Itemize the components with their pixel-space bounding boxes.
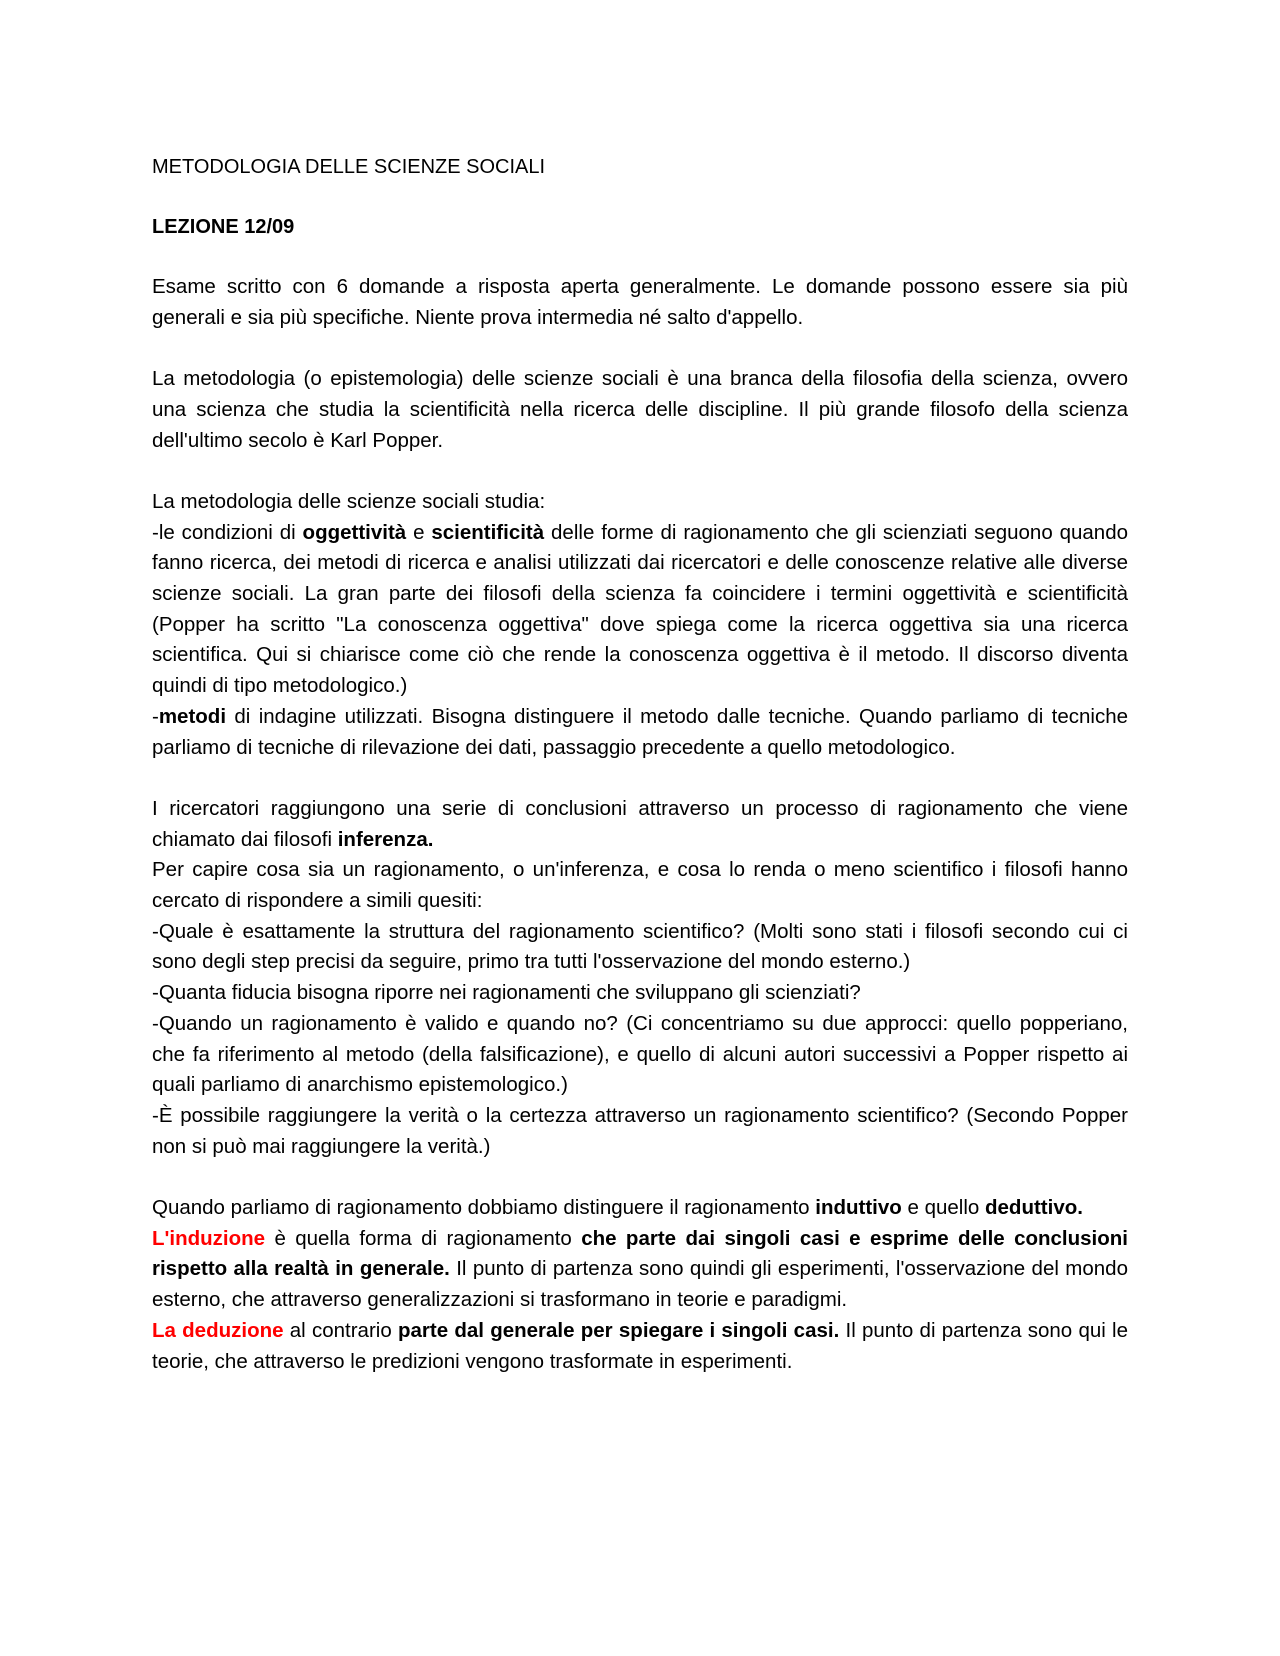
bold-term: induttivo xyxy=(815,1196,902,1220)
document-title: METODOLOGIA DELLE SCIENZE SOCIALI xyxy=(152,156,546,178)
bold-term: deduttivo. xyxy=(985,1196,1083,1220)
paragraph-methodology: La metodologia (o epistemologia) delle scienze sociali è una branca della filosofia della scienza, ovvero una scienza che studia la scientificità nella ricerca delle discipline. Il più grande filosofo della scienza dell'ultimo secolo è Karl Popper. xyxy=(152,367,1128,452)
paragraph-methods xyxy=(152,702,1128,763)
bold-term: inferenza. xyxy=(337,827,434,851)
text-run: Quando parliamo di ragionamento dobbiamo distinguere il ragionamento xyxy=(152,1196,816,1220)
lesson-heading: LEZIONE 12/09 xyxy=(152,216,295,238)
paragraph-studies-intro: La metodologia delle scienze sociali studia: xyxy=(152,489,546,513)
text-run: Il punto di partenza sono quindi gli esperimenti, l'osservazione del mondo esterno, che attraverso generalizzazioni si trasformano in teorie e paradigmi. xyxy=(152,1257,1128,1312)
bold-term: che parte dai singoli casi e esprime delle conclusioni rispetto alla realtà in generale. xyxy=(152,1226,1128,1281)
paragraph-gap xyxy=(152,763,1128,794)
paragraph-gap xyxy=(152,456,1128,487)
text-run: delle forme di ragionamento che gli scienziati seguono quando fanno ricerca, dei metodi di ricerca e analisi utilizzati dai ricercatori e delle conoscenze relative alle diverse scienze sociali. La gran parte dei filosofi della scienza fa coincidere i termini oggettività e scientificità (Popper ha scritto "La conoscenza oggettiva" dove spiega come la ricerca oggettiva sia una ricerca scientifica. Qui si chiarisce come ciò che rende la conoscenza oggettiva è il metodo. Il discorso diventa quindi di tipo metodologico.) xyxy=(152,520,1129,698)
text-run: di indagine utilizzati. Bisogna distinguere il metodo dalle tecniche. Quando parliamo di tecniche parliamo di tecniche di rilevazione dei dati, passaggio precedente a quello metodologico. xyxy=(152,704,1128,759)
paragraph-gap xyxy=(152,333,1128,364)
bold-term: oggettività xyxy=(302,520,407,544)
paragraph-objectivity xyxy=(152,518,1128,702)
question-item: -È possibile raggiungere la verità o la certezza attraverso un ragionamento scientifico? (Secondo Popper non si può mai raggiungere la verità.) xyxy=(152,1103,1128,1158)
text-run: al contrario xyxy=(283,1318,398,1342)
text-run: - xyxy=(152,704,159,728)
text-run: e quello xyxy=(901,1196,985,1220)
bold-term: scientificità xyxy=(431,520,545,544)
text-run: è quella forma di ragionamento xyxy=(265,1226,582,1250)
question-item: -Quanta fiducia bisogna riporre nei ragionamenti che sviluppano gli scienziati? xyxy=(152,981,861,1005)
paragraph-inference xyxy=(152,794,1128,855)
paragraph-gap xyxy=(152,1162,1128,1193)
paragraph-exam: Esame scritto con 6 domande a risposta aperta generalmente. Le domande possono essere sia più generali e sia più specifiche. Niente prova intermedia né salto d'appello. xyxy=(152,275,1128,329)
paragraph-reasoning-types xyxy=(152,1193,1128,1224)
text-run: e xyxy=(406,520,432,544)
paragraph-induction xyxy=(152,1224,1128,1316)
text-run: I ricercatori raggiungono una serie di conclusioni attraverso un processo di ragionamento che viene chiamato dai filosofi xyxy=(152,796,1128,851)
highlight-term: L'induzione xyxy=(152,1226,266,1250)
question-item: -Quando un ragionamento è valido e quando no? (Ci concentriamo su due approcci: quello popperiano, che fa riferimento al metodo (della falsificazione), e quello di alcuni autori successivi a Popper rispetto ai quali parliamo di anarchismo epistemologico.) xyxy=(152,1011,1128,1097)
paragraph-deduction xyxy=(152,1316,1128,1377)
paragraph-questions-intro: Per capire cosa sia un ragionamento, o un'inferenza, e cosa lo renda o meno scientifico i filosofi hanno cercato di rispondere a simili quesiti: xyxy=(152,858,1128,913)
text-run: Il punto di partenza sono qui le teorie, che attraverso le predizioni vengono trasformate in esperimenti. xyxy=(152,1318,1128,1373)
bold-term: metodi xyxy=(158,704,227,728)
question-item: -Quale è esattamente la struttura del ragionamento scientifico? (Molti sono stati i filosofi secondo cui ci sono degli step precisi da seguire, primo tra tutti l'osservazione del mondo esterno.) xyxy=(152,919,1128,974)
highlight-term: La deduzione xyxy=(152,1318,284,1342)
bold-term: parte dal generale per spiegare i singoli casi. xyxy=(397,1318,840,1342)
text-run: -le condizioni di xyxy=(152,520,303,544)
